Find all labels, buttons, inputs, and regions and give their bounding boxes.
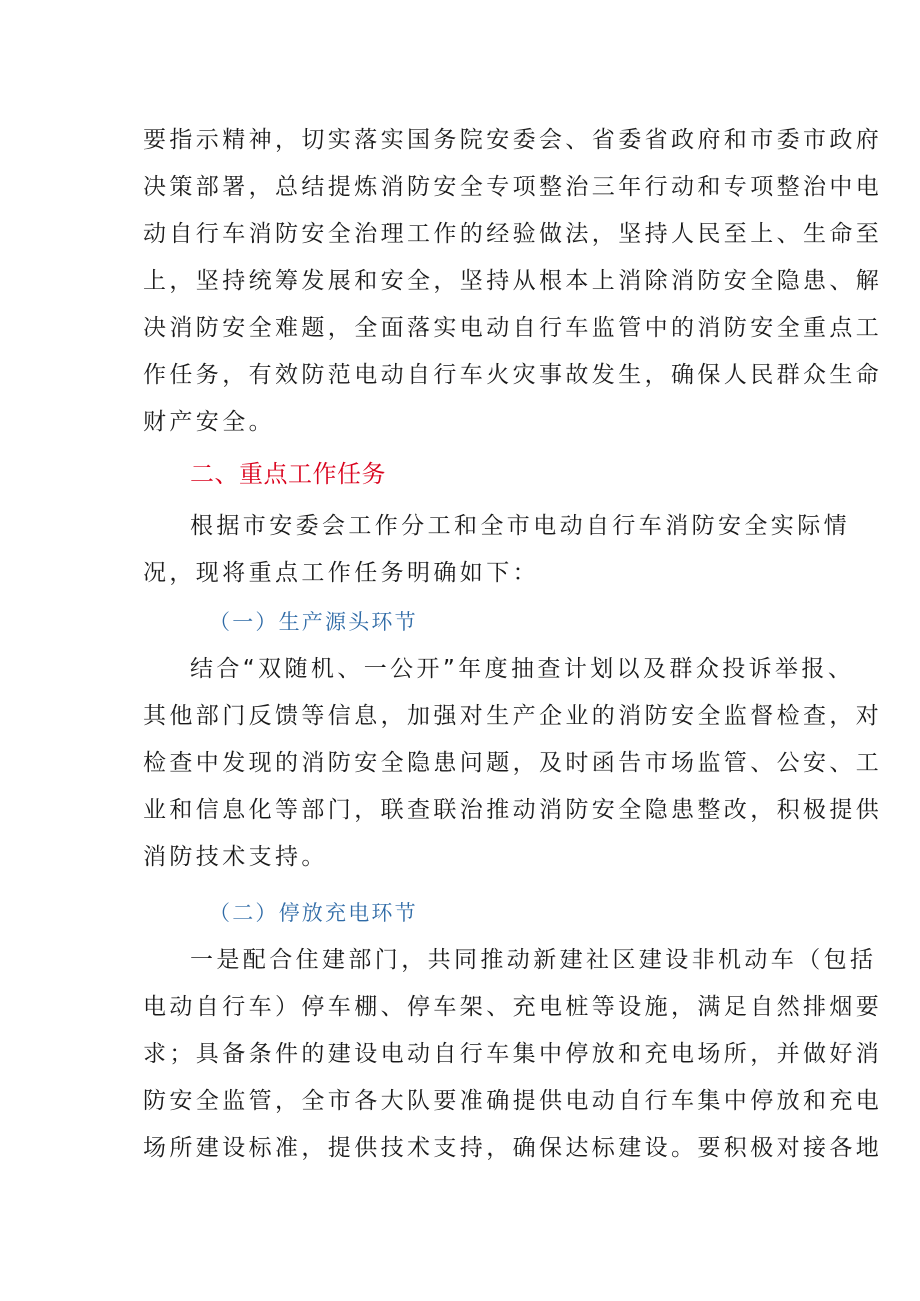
body-line: 况，现将重点工作任务明确如下： [143, 560, 539, 586]
body-line: 根据市安委会工作分工和全市电动自行车消防安全实际情 [190, 513, 850, 539]
body-line: 场所建设标准，提供技术支持，确保达标建设。要积极对接各地 [143, 1135, 883, 1161]
body-line: 业和信息化等部门，联查联治推动消防安全隐患整改，积极提供 [143, 797, 883, 823]
body-line: 财产安全。 [143, 409, 275, 435]
body-line: 消防技术支持。 [143, 844, 328, 870]
body-line: 要指示精神，切实落实国务院安委会、省委省政府和市委市政府 [143, 127, 883, 153]
body-line: 检查中发现的消防安全隐患问题，及时函告市场监管、公安、工 [143, 750, 883, 776]
body-line: 结合“双随机、一公开”年度抽查计划以及群众投诉举报、 [190, 656, 855, 682]
body-line: 动自行车消防安全治理工作的经验做法，坚持人民至上、生命至 [143, 221, 883, 247]
body-line: 电动自行车）停车棚、停车架、充电桩等设施，满足自然排烟要 [143, 994, 883, 1020]
body-line: 作任务，有效防范电动自行车火灾事故发生，确保人民群众生命 [143, 362, 883, 388]
body-line: 其他部门反馈等信息，加强对生产企业的消防安全监督检查，对 [143, 703, 883, 729]
body-line: 决策部署，总结提炼消防安全专项整治三年行动和专项整治中电 [143, 174, 883, 200]
body-line: 求；具备条件的建设电动自行车集中停放和充电场所，并做好消 [143, 1041, 883, 1067]
section-heading: 二、重点工作任务 [190, 460, 386, 488]
body-line: 上，坚持统筹发展和安全，坚持从根本上消除消防安全隐患、解 [143, 268, 883, 294]
subsection-heading: （一）生产源头环节 [209, 610, 418, 634]
body-line: 决消防安全难题，全面落实电动自行车监管中的消防安全重点工 [143, 315, 883, 341]
subsection-heading: （二）停放充电环节 [209, 901, 418, 925]
body-line: 一是配合住建部门，共同推动新建社区建设非机动车（包括 [190, 947, 877, 973]
body-line: 防安全监管，全市各大队要准确提供电动自行车集中停放和充电 [143, 1088, 883, 1114]
